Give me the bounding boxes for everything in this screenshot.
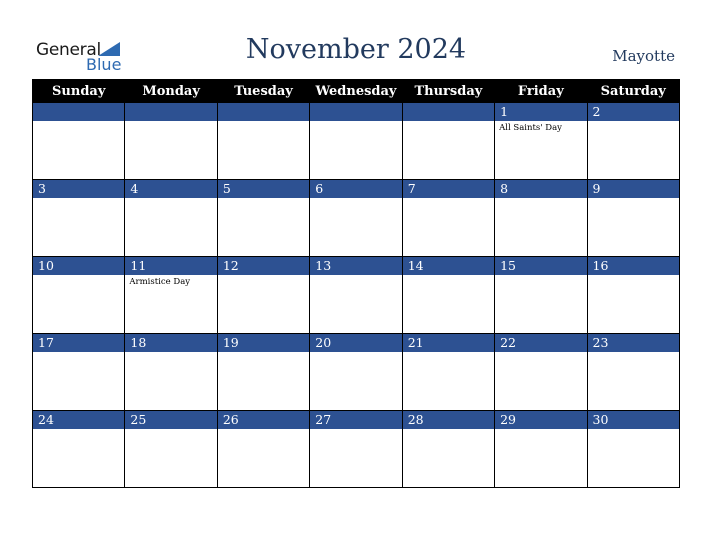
day-cell	[33, 103, 125, 180]
weekday-friday: Friday	[495, 80, 587, 103]
day-cell	[217, 334, 309, 411]
day-cell	[402, 180, 494, 257]
day-cell	[125, 103, 217, 180]
holiday-label: All Saints' Day	[499, 123, 562, 133]
day-number	[125, 103, 216, 121]
day-cell	[587, 334, 679, 411]
day-number: 11	[125, 257, 216, 275]
weekday-wednesday: Wednesday	[310, 80, 402, 103]
day-number: 28	[403, 411, 494, 429]
day-cell	[587, 180, 679, 257]
day-cell	[495, 334, 587, 411]
day-cell	[33, 411, 125, 488]
day-number: 5	[218, 180, 309, 198]
day-cell	[587, 103, 679, 180]
day-number	[33, 103, 124, 121]
day-cell	[402, 257, 494, 334]
weekday-saturday: Saturday	[587, 80, 679, 103]
day-cell	[217, 103, 309, 180]
day-number: 29	[495, 411, 586, 429]
day-number: 18	[125, 334, 216, 352]
day-cell	[402, 334, 494, 411]
day-cell	[402, 103, 494, 180]
day-cell	[33, 257, 125, 334]
day-number: 10	[33, 257, 124, 275]
weekday-monday: Monday	[125, 80, 217, 103]
day-number: 9	[588, 180, 679, 198]
day-number: 17	[33, 334, 124, 352]
holiday-label: Armistice Day	[129, 277, 191, 287]
day-cell	[33, 334, 125, 411]
day-cell	[33, 180, 125, 257]
day-number: 6	[310, 180, 401, 198]
day-cell	[310, 411, 402, 488]
day-number: 19	[218, 334, 309, 352]
day-number: 20	[310, 334, 401, 352]
day-number: 30	[588, 411, 679, 429]
day-number: 24	[33, 411, 124, 429]
day-number: 3	[33, 180, 124, 198]
region-label: Mayotte	[612, 47, 675, 65]
week-row	[33, 334, 680, 411]
day-cell	[310, 180, 402, 257]
day-number: 4	[125, 180, 216, 198]
week-row	[33, 103, 680, 180]
day-number: 16	[588, 257, 679, 275]
day-number: 15	[495, 257, 586, 275]
day-number: 12	[218, 257, 309, 275]
day-number: 14	[403, 257, 494, 275]
day-cell	[310, 103, 402, 180]
week-row	[33, 257, 680, 334]
weekday-thursday: Thursday	[402, 80, 494, 103]
day-number: 26	[218, 411, 309, 429]
day-cell	[125, 180, 217, 257]
day-number: 7	[403, 180, 494, 198]
day-cell	[495, 103, 587, 180]
day-number: 25	[125, 411, 216, 429]
day-cell	[217, 411, 309, 488]
week-row	[33, 411, 680, 488]
day-number	[403, 103, 494, 121]
day-number: 22	[495, 334, 586, 352]
day-number: 13	[310, 257, 401, 275]
day-number: 2	[588, 103, 679, 121]
day-number	[218, 103, 309, 121]
day-cell	[125, 334, 217, 411]
day-cell	[310, 334, 402, 411]
page-title: November 2024	[245, 34, 467, 65]
day-number: 27	[310, 411, 401, 429]
day-cell	[125, 411, 217, 488]
day-number	[310, 103, 401, 121]
day-cell	[310, 257, 402, 334]
day-cell	[587, 257, 679, 334]
logo-text-general: General	[36, 40, 101, 60]
day-cell	[495, 411, 587, 488]
weekday-tuesday: Tuesday	[217, 80, 309, 103]
day-cell	[217, 180, 309, 257]
day-number: 23	[588, 334, 679, 352]
day-cell	[495, 257, 587, 334]
day-cell	[217, 257, 309, 334]
day-cell	[125, 257, 217, 334]
week-row	[33, 180, 680, 257]
day-number: 8	[495, 180, 586, 198]
day-number: 21	[403, 334, 494, 352]
calendar-grid	[32, 79, 680, 488]
day-cell	[402, 411, 494, 488]
day-number: 1	[495, 103, 586, 121]
weekday-header-row	[33, 80, 680, 103]
day-cell	[495, 180, 587, 257]
weekday-sunday: Sunday	[33, 80, 125, 103]
day-cell	[587, 411, 679, 488]
logo-text-blue: Blue	[86, 55, 122, 74]
